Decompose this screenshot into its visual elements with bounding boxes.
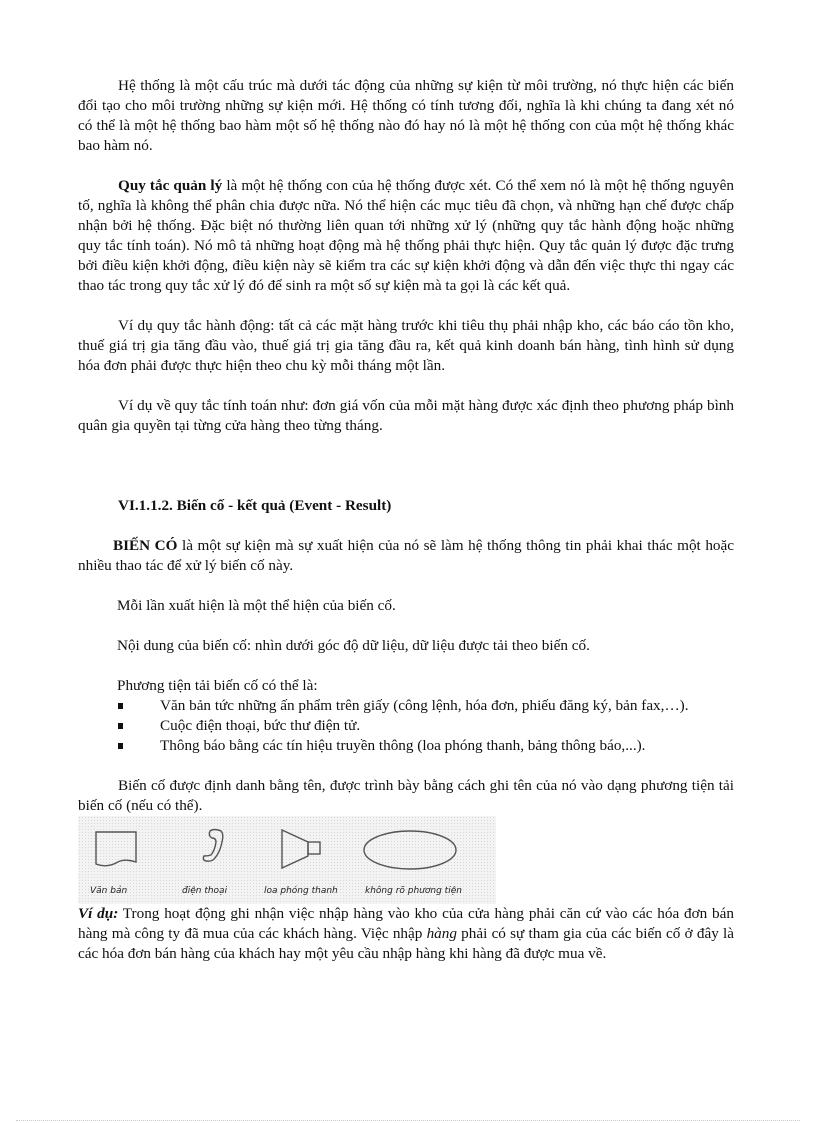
spacer (78, 516, 734, 536)
label-telephone: điện thoại (182, 886, 228, 896)
spacer (78, 376, 734, 396)
list-item-text: Thông báo bằng các tín hiệu truyền thông (loa phóng thanh, bảng thông báo,...). (160, 737, 646, 754)
paragraph-system-definition: Hệ thống là một cấu trúc mà dưới tác động của những sự kiện từ môi trường, nó thực hiện các biến đổi tạo cho môi trường những sự kiện mới. Hệ thống có tính tương đối, nghĩa là khi chúng ta đang xét nó có thể là một hệ thống bao hàm một số hệ thống nào đó hay nó là một hệ thống con của một hệ thống khác bao hàm nó. (78, 77, 734, 154)
square-bullet-icon (118, 723, 123, 729)
paragraph-event-definition-text: là một sự kiện mà sự xuất hiện của nó sẽ làm hệ thống thông tin phải khai thác một hoặc nhiều thao tác để xử lý biến cố này. (78, 537, 734, 574)
term-event: BIẾN CÓ (113, 537, 178, 554)
media-bullet-list (78, 696, 734, 756)
paragraph-event-naming: Biến cố được định danh bằng tên, được trình bày bằng cách ghi tên của nó vào dạng phương tiện tải biến cố (nếu có thể). (78, 777, 734, 814)
label-unknown-media: không rõ phương tiện (365, 886, 462, 896)
loudspeaker-shape-icon (280, 828, 326, 870)
term-management-rule: Quy tắc quản lý (118, 177, 223, 194)
spacer (78, 616, 734, 636)
example-text-before: Trong hoạt động ghi nhận việc nhập hàng vào kho của cửa hàng phải căn cứ vào các hóa đơn bán hàng mà công ty đã mua của các khách hàng. Việc nhập (78, 905, 734, 942)
list-item-text: Cuộc điện thoại, bức thư điện tử. (160, 717, 361, 734)
paragraph-event-instance: Mỗi lần xuất hiện là một thể hiện của biến cố. (117, 597, 396, 614)
square-bullet-icon (118, 703, 123, 709)
square-bullet-icon (118, 743, 123, 749)
page-bottom-dotted-divider (16, 1120, 800, 1121)
paragraph-event-content: Nội dung của biến cố: nhìn dưới góc độ dữ liệu, dữ liệu được tải theo biến cố. (117, 637, 590, 654)
paragraph-event-definition (78, 536, 734, 576)
paragraph-management-rule-text: là một hệ thống con của hệ thống được xét. Có thể xem nó là một hệ thống nguyên tố, nghĩa là không thể phân chia được nữa. Nó thể hiện các mục tiêu đã chọn, và những hạn chế được chấp nhận bởi hệ thống. Đặc biệt nó thường liên quan tới những xử lý (những quy tắc hành động hoặc những quy tắc tính toán). Nó mô tả những hoạt động mà hệ thống phải thực hiện. Quy tắc quản lý được đặc trưng bởi điều kiện khởi động, điều kiện này sẽ kiểm tra các sự kiện khởi động và dẫn đến việc thực thi ngay các thao tác trong quy tắc xử lý đó để sinh ra một số sự kiện mà ta gọi là các kết quả. (78, 177, 734, 294)
list-item (78, 736, 734, 756)
list-item (78, 696, 734, 716)
paragraph-calc-rule-example: Ví dụ về quy tắc tính toán như: đơn giá vốn của mỗi mặt hàng được xác định theo phương pháp bình quân gia quyền tại từng cửa hàng theo từng tháng. (78, 397, 734, 434)
paragraph-event-media: Phương tiện tải biến cố có thể là: (117, 677, 318, 694)
spacer (78, 756, 734, 776)
spacer (78, 656, 734, 676)
ellipse-shape-icon (362, 828, 458, 872)
label-document: Văn bản (90, 886, 128, 896)
telephone-shape-icon (200, 828, 230, 868)
list-item-text: Văn bản tức những ấn phẩm trên giấy (công lệnh, hóa đơn, phiếu đăng ký, bản fax,…). (160, 697, 689, 714)
spacer (78, 436, 734, 496)
list-item (78, 716, 734, 736)
label-loudspeaker: loa phóng thanh (264, 886, 338, 896)
paragraph-action-rule-example: Ví dụ quy tắc hành động: tất cả các mặt hàng trước khi tiêu thụ phải nhập kho, các báo cáo tồn kho, thuế giá trị gia tăng đầu vào, thuế giá trị gia tăng đầu ra, kết quả kinh doanh bán hàng, tình hình sử dụng hóa đơn phải được thực hiện theo chu kỳ mỗi tháng một lần. (78, 317, 734, 374)
example-italic-word: hàng (426, 925, 457, 942)
paragraph-example (78, 904, 734, 964)
example-text-after: phải có sự tham gia của các biến cố ở đây là các hóa đơn bán hàng của khách hay một yêu cầu nhập hàng khi hàng đã được mua về. (78, 925, 734, 962)
document-page (78, 76, 734, 964)
paragraph-management-rule (78, 176, 734, 296)
spacer (78, 296, 734, 316)
example-label: Ví dụ: (78, 905, 119, 922)
section-heading: VI.1.1.2. Biến cố - kết quả (Event - Result) (118, 497, 392, 514)
spacer (78, 156, 734, 176)
event-media-diagram (78, 816, 496, 904)
spacer (78, 576, 734, 596)
document-shape-icon (94, 830, 138, 870)
